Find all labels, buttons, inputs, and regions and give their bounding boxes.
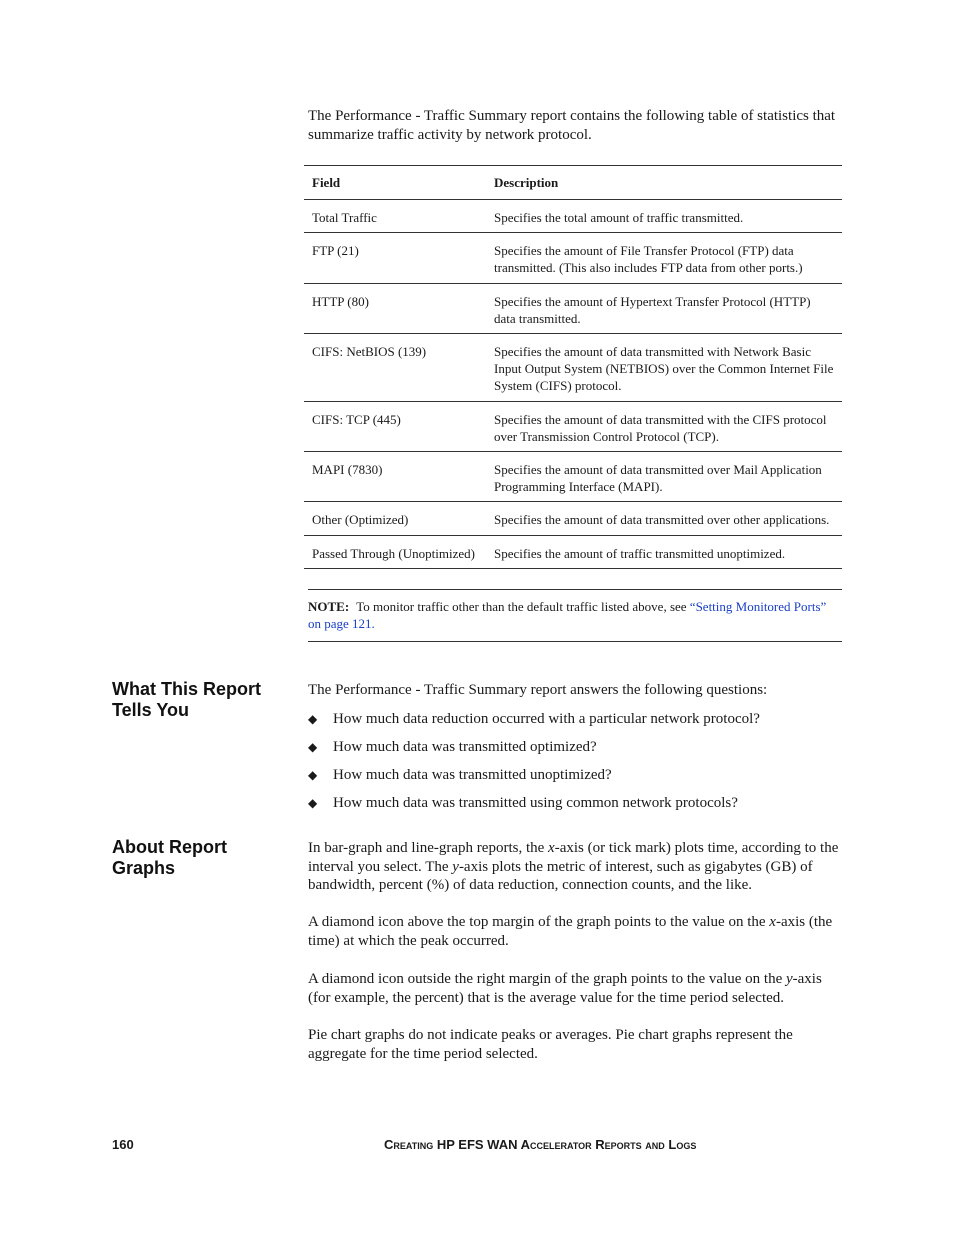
list-item-text: How much data was transmitted optimized? [333,738,597,755]
description-cell: Specifies the amount of Hypertext Transfer Protocol (HTTP) data transmitted. [486,283,842,333]
section-heading-about-report-graphs: About Report Graphs [112,837,227,878]
column-header-description: Description [486,166,842,200]
diamond-bullet-icon: ◆ [308,711,318,726]
table-row [304,283,842,333]
list-item-text: How much data was transmitted using common network protocols? [333,794,738,811]
description-cell: Specifies the amount of data transmitted over Mail Application Programming Interface (MAPI). [486,452,842,502]
questions-list [308,710,843,822]
diamond-bullet-icon: ◆ [308,739,318,754]
table-row [304,535,842,568]
table-row [304,200,842,233]
table-row [304,401,842,451]
note-label: NOTE: [308,599,350,614]
field-cell: Passed Through (Unoptimized) [304,535,486,568]
description-cell: Specifies the total amount of traffic transmitted. [486,200,842,233]
table-header-row [304,166,842,200]
list-item-text: How much data was transmitted unoptimized? [333,766,612,783]
diamond-bullet-icon: ◆ [308,767,318,782]
note-box [308,589,842,642]
table-row [304,233,842,283]
description-cell: Specifies the amount of data transmitted with Network Basic Input Output System (NETBIOS) over the Common Internet File System (CIFS) protocol. [486,334,842,402]
description-cell: Specifies the amount of File Transfer Protocol (FTP) data transmitted. (This also includes FTP data from other ports.) [486,233,842,283]
graphs-paragraph-4: Pie chart graphs do not indicate peaks or averages. Pie chart graphs represent the aggregate for the time period selected. [308,1027,793,1062]
list-item-text: How much data reduction occurred with a particular network protocol? [333,710,760,727]
column-header-field: Field [304,166,486,200]
list-item [308,766,843,794]
note-text: To monitor traffic other than the default traffic listed above, see [356,599,687,614]
page-number: 160 [112,1137,134,1152]
section-intro: The Performance - Traffic Summary report answers the following questions: [308,682,768,698]
field-cell: FTP (21) [304,233,486,283]
graphs-paragraph-3: A diamond icon outside the right margin of the graph points to the value on the y-axis (for example, the percent) that is the average value for the time period selected. [308,971,822,1006]
table-row [304,502,842,535]
section-heading-what-this-report-tells-you: What This Report Tells You [112,679,261,720]
section-what-this-report-tells-you [308,681,843,822]
list-item [308,710,843,738]
graphs-paragraph-2: A diamond icon above the top margin of the graph points to the value on the x-axis (the time) at which the peak occurred. [308,914,833,949]
description-cell: Specifies the amount of traffic transmitted unoptimized. [486,535,842,568]
description-cell: Specifies the amount of data transmitted over other applications. [486,502,842,535]
setting-monitored-ports-link[interactable]: “Setting Monitored Ports” on page 121. [308,599,827,631]
description-cell: Specifies the amount of data transmitted with the CIFS protocol over Transmission Control Protocol (TCP). [486,401,842,451]
list-item [308,738,843,766]
running-footer-title: Creating HP EFS WAN Accelerator Reports and Logs [384,1137,697,1152]
field-cell: CIFS: NetBIOS (139) [304,334,486,402]
field-cell: Total Traffic [304,200,486,233]
field-cell: MAPI (7830) [304,452,486,502]
field-cell: Other (Optimized) [304,502,486,535]
field-cell: CIFS: TCP (445) [304,401,486,451]
diamond-bullet-icon: ◆ [308,795,318,810]
intro-paragraph: The Performance - Traffic Summary report contains the following table of statistics that summarize traffic activity by network protocol. [308,108,836,143]
table-row [304,334,842,402]
table-row [304,452,842,502]
list-item [308,794,843,822]
graphs-paragraph-1: In bar-graph and line-graph reports, the x-axis (or tick mark) plots time, according to the interval you select. The y-axis plots the metric of interest, such as gigabytes (GB) of bandwidth, percent (%) of data reduction, connection counts, and the like. [308,840,839,893]
traffic-fields-table [304,165,842,569]
field-cell: HTTP (80) [304,283,486,333]
